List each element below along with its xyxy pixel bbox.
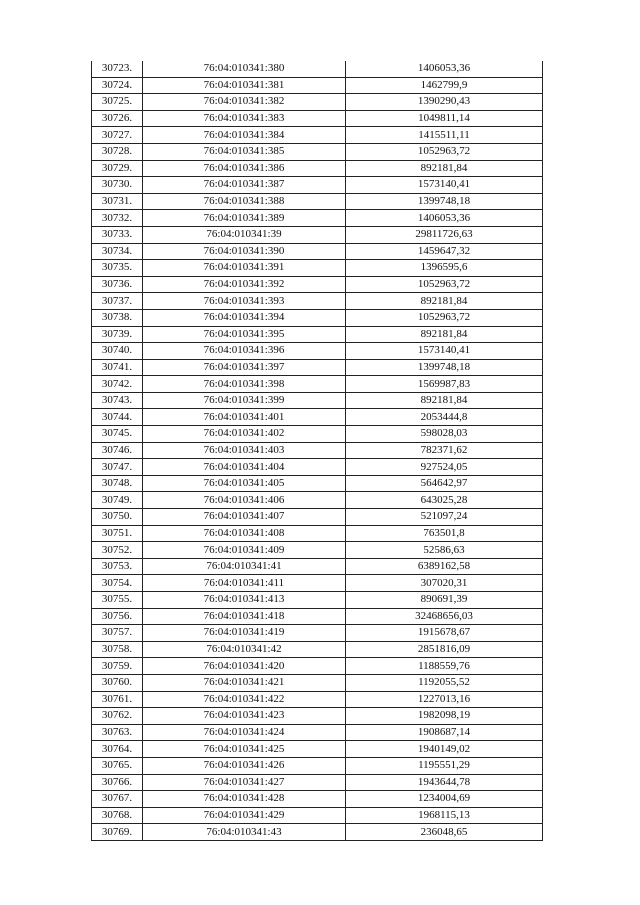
cadastral-number-cell: 76:04:010341:43 <box>143 824 346 841</box>
cadastral-value-cell: 643025,28 <box>346 492 543 509</box>
table-row <box>92 757 543 774</box>
cadastral-value-cell: 32468656,03 <box>346 608 543 625</box>
row-number-cell: 30751. <box>92 525 143 542</box>
cadastral-value-cell: 307020,31 <box>346 575 543 592</box>
table-row <box>92 708 543 725</box>
cadastral-value-cell: 1195551,29 <box>346 757 543 774</box>
table-row <box>92 359 543 376</box>
table-row <box>92 641 543 658</box>
row-number-cell: 30749. <box>92 492 143 509</box>
cadastral-value-cell: 29811726,63 <box>346 226 543 243</box>
table-row <box>92 376 543 393</box>
table-row <box>92 226 543 243</box>
cadastral-value-cell: 1982098,19 <box>346 708 543 725</box>
row-number-cell: 30747. <box>92 459 143 476</box>
cadastral-value-cell: 1573140,41 <box>346 177 543 194</box>
cadastral-value-cell: 1052963,72 <box>346 276 543 293</box>
cadastral-value-cell: 1390290,43 <box>346 94 543 111</box>
row-number-cell: 30764. <box>92 741 143 758</box>
table-row <box>92 243 543 260</box>
table-row <box>92 143 543 160</box>
cadastral-value-cell: 1049811,14 <box>346 110 543 127</box>
cadastral-number-cell: 76:04:010341:398 <box>143 376 346 393</box>
table-row <box>92 575 543 592</box>
row-number-cell: 30725. <box>92 94 143 111</box>
row-number-cell: 30756. <box>92 608 143 625</box>
cadastral-value-cell: 521097,24 <box>346 509 543 526</box>
table-body <box>92 61 543 840</box>
cadastral-number-cell: 76:04:010341:409 <box>143 542 346 559</box>
cadastral-value-cell: 1399748,18 <box>346 359 543 376</box>
row-number-cell: 30743. <box>92 392 143 409</box>
cadastral-value-cell: 1406053,36 <box>346 210 543 227</box>
cadastral-number-cell: 76:04:010341:405 <box>143 475 346 492</box>
cadastral-number-cell: 76:04:010341:425 <box>143 741 346 758</box>
cadastral-number-cell: 76:04:010341:406 <box>143 492 346 509</box>
row-number-cell: 30729. <box>92 160 143 177</box>
row-number-cell: 30748. <box>92 475 143 492</box>
cadastral-value-cell: 1192055,52 <box>346 674 543 691</box>
cadastral-value-cell: 892181,84 <box>346 326 543 343</box>
table-row <box>92 558 543 575</box>
cadastral-value-cell: 1188559,76 <box>346 658 543 675</box>
cadastral-number-cell: 76:04:010341:384 <box>143 127 346 144</box>
row-number-cell: 30762. <box>92 708 143 725</box>
table-row <box>92 509 543 526</box>
row-number-cell: 30754. <box>92 575 143 592</box>
row-number-cell: 30769. <box>92 824 143 841</box>
cadastral-value-cell: 1415511,11 <box>346 127 543 144</box>
row-number-cell: 30757. <box>92 625 143 642</box>
cadastral-number-cell: 76:04:010341:390 <box>143 243 346 260</box>
cadastral-value-cell: 1940149,02 <box>346 741 543 758</box>
table-row <box>92 326 543 343</box>
table-row <box>92 724 543 741</box>
row-number-cell: 30760. <box>92 674 143 691</box>
row-number-cell: 30761. <box>92 691 143 708</box>
cadastral-value-cell: 1915678,67 <box>346 625 543 642</box>
row-number-cell: 30734. <box>92 243 143 260</box>
cadastral-number-cell: 76:04:010341:418 <box>143 608 346 625</box>
cadastral-number-cell: 76:04:010341:388 <box>143 193 346 210</box>
cadastral-value-cell: 927524,05 <box>346 459 543 476</box>
cadastral-number-cell: 76:04:010341:42 <box>143 641 346 658</box>
cadastral-number-cell: 76:04:010341:380 <box>143 61 346 77</box>
row-number-cell: 30731. <box>92 193 143 210</box>
cadastral-number-cell: 76:04:010341:395 <box>143 326 346 343</box>
table-row <box>92 94 543 111</box>
row-number-cell: 30727. <box>92 127 143 144</box>
cadastral-value-cell: 892181,84 <box>346 293 543 310</box>
table-row <box>92 426 543 443</box>
table-row <box>92 309 543 326</box>
table-row <box>92 177 543 194</box>
table-row <box>92 475 543 492</box>
cadastral-value-cell: 1234004,69 <box>346 791 543 808</box>
cadastral-number-cell: 76:04:010341:419 <box>143 625 346 642</box>
cadastral-number-cell: 76:04:010341:41 <box>143 558 346 575</box>
cadastral-number-cell: 76:04:010341:394 <box>143 309 346 326</box>
row-number-cell: 30768. <box>92 807 143 824</box>
cadastral-value-cell: 236048,65 <box>346 824 543 841</box>
table-row <box>92 77 543 94</box>
table-row <box>92 492 543 509</box>
cadastral-number-cell: 76:04:010341:401 <box>143 409 346 426</box>
table-row <box>92 791 543 808</box>
table-row <box>92 392 543 409</box>
cadastral-value-cell: 1399748,18 <box>346 193 543 210</box>
cadastral-value-cell: 1052963,72 <box>346 143 543 160</box>
cadastral-value-cell: 890691,39 <box>346 592 543 609</box>
cadastral-number-cell: 76:04:010341:411 <box>143 575 346 592</box>
row-number-cell: 30736. <box>92 276 143 293</box>
table-row <box>92 741 543 758</box>
row-number-cell: 30755. <box>92 592 143 609</box>
row-number-cell: 30741. <box>92 359 143 376</box>
cadastral-number-cell: 76:04:010341:402 <box>143 426 346 443</box>
cadastral-number-cell: 76:04:010341:386 <box>143 160 346 177</box>
table-row <box>92 127 543 144</box>
table-row <box>92 674 543 691</box>
row-number-cell: 30758. <box>92 641 143 658</box>
table-row <box>92 160 543 177</box>
row-number-cell: 30742. <box>92 376 143 393</box>
row-number-cell: 30740. <box>92 343 143 360</box>
row-number-cell: 30735. <box>92 260 143 277</box>
table-row <box>92 824 543 841</box>
table-row <box>92 592 543 609</box>
row-number-cell: 30739. <box>92 326 143 343</box>
row-number-cell: 30724. <box>92 77 143 94</box>
table-row <box>92 193 543 210</box>
cadastral-value-cell: 1968115,13 <box>346 807 543 824</box>
cadastral-number-cell: 76:04:010341:404 <box>143 459 346 476</box>
table-row <box>92 807 543 824</box>
table-row <box>92 608 543 625</box>
cadastral-value-cell: 564642,97 <box>346 475 543 492</box>
cadastral-value-cell: 1052963,72 <box>346 309 543 326</box>
row-number-cell: 30766. <box>92 774 143 791</box>
table-row <box>92 774 543 791</box>
cadastral-number-cell: 76:04:010341:391 <box>143 260 346 277</box>
cadastral-value-cell: 598028,03 <box>346 426 543 443</box>
cadastral-number-cell: 76:04:010341:403 <box>143 442 346 459</box>
cadastral-number-cell: 76:04:010341:427 <box>143 774 346 791</box>
cadastral-number-cell: 76:04:010341:413 <box>143 592 346 609</box>
row-number-cell: 30730. <box>92 177 143 194</box>
table-row <box>92 276 543 293</box>
cadastral-value-cell: 1396595,6 <box>346 260 543 277</box>
cadastral-value-cell: 782371,62 <box>346 442 543 459</box>
row-number-cell: 30744. <box>92 409 143 426</box>
table-row <box>92 343 543 360</box>
row-number-cell: 30746. <box>92 442 143 459</box>
row-number-cell: 30759. <box>92 658 143 675</box>
cadastral-number-cell: 76:04:010341:392 <box>143 276 346 293</box>
table-row <box>92 625 543 642</box>
cadastral-value-cell: 1943644,78 <box>346 774 543 791</box>
cadastral-value-cell: 1573140,41 <box>346 343 543 360</box>
table-row <box>92 525 543 542</box>
cadastral-value-cell: 1406053,36 <box>346 61 543 77</box>
cadastral-number-cell: 76:04:010341:387 <box>143 177 346 194</box>
cadastral-value-table <box>91 61 543 841</box>
table-row <box>92 210 543 227</box>
table-row <box>92 293 543 310</box>
cadastral-value-cell: 1462799,9 <box>346 77 543 94</box>
cadastral-number-cell: 76:04:010341:396 <box>143 343 346 360</box>
table-row <box>92 459 543 476</box>
cadastral-number-cell: 76:04:010341:397 <box>143 359 346 376</box>
cadastral-number-cell: 76:04:010341:428 <box>143 791 346 808</box>
cadastral-number-cell: 76:04:010341:429 <box>143 807 346 824</box>
cadastral-number-cell: 76:04:010341:421 <box>143 674 346 691</box>
cadastral-number-cell: 76:04:010341:422 <box>143 691 346 708</box>
row-number-cell: 30726. <box>92 110 143 127</box>
cadastral-value-cell: 763501,8 <box>346 525 543 542</box>
table-row <box>92 260 543 277</box>
row-number-cell: 30732. <box>92 210 143 227</box>
cadastral-value-cell: 892181,84 <box>346 160 543 177</box>
cadastral-number-cell: 76:04:010341:420 <box>143 658 346 675</box>
cadastral-value-cell: 2851816,09 <box>346 641 543 658</box>
row-number-cell: 30737. <box>92 293 143 310</box>
cadastral-value-cell: 1459647,32 <box>346 243 543 260</box>
cadastral-value-cell: 52586,63 <box>346 542 543 559</box>
cadastral-number-cell: 76:04:010341:39 <box>143 226 346 243</box>
table-row <box>92 409 543 426</box>
row-number-cell: 30752. <box>92 542 143 559</box>
cadastral-number-cell: 76:04:010341:389 <box>143 210 346 227</box>
table-row <box>92 542 543 559</box>
cadastral-value-cell: 1569987,83 <box>346 376 543 393</box>
cadastral-number-cell: 76:04:010341:426 <box>143 757 346 774</box>
row-number-cell: 30728. <box>92 143 143 160</box>
table-row <box>92 110 543 127</box>
cadastral-value-cell: 1908687,14 <box>346 724 543 741</box>
row-number-cell: 30750. <box>92 509 143 526</box>
row-number-cell: 30733. <box>92 226 143 243</box>
table-row <box>92 658 543 675</box>
row-number-cell: 30753. <box>92 558 143 575</box>
cadastral-value-cell: 2053444,8 <box>346 409 543 426</box>
cadastral-value-cell: 6389162,58 <box>346 558 543 575</box>
cadastral-number-cell: 76:04:010341:385 <box>143 143 346 160</box>
row-number-cell: 30765. <box>92 757 143 774</box>
cadastral-number-cell: 76:04:010341:393 <box>143 293 346 310</box>
cadastral-number-cell: 76:04:010341:423 <box>143 708 346 725</box>
cadastral-number-cell: 76:04:010341:382 <box>143 94 346 111</box>
cadastral-value-cell: 1227013,16 <box>346 691 543 708</box>
cadastral-value-cell: 892181,84 <box>346 392 543 409</box>
cadastral-number-cell: 76:04:010341:407 <box>143 509 346 526</box>
cadastral-number-cell: 76:04:010341:399 <box>143 392 346 409</box>
table-row <box>92 442 543 459</box>
row-number-cell: 30745. <box>92 426 143 443</box>
row-number-cell: 30723. <box>92 61 143 77</box>
row-number-cell: 30738. <box>92 309 143 326</box>
row-number-cell: 30767. <box>92 791 143 808</box>
cadastral-number-cell: 76:04:010341:383 <box>143 110 346 127</box>
table-row <box>92 691 543 708</box>
cadastral-number-cell: 76:04:010341:408 <box>143 525 346 542</box>
table-row <box>92 61 543 77</box>
cadastral-number-cell: 76:04:010341:381 <box>143 77 346 94</box>
cadastral-number-cell: 76:04:010341:424 <box>143 724 346 741</box>
row-number-cell: 30763. <box>92 724 143 741</box>
